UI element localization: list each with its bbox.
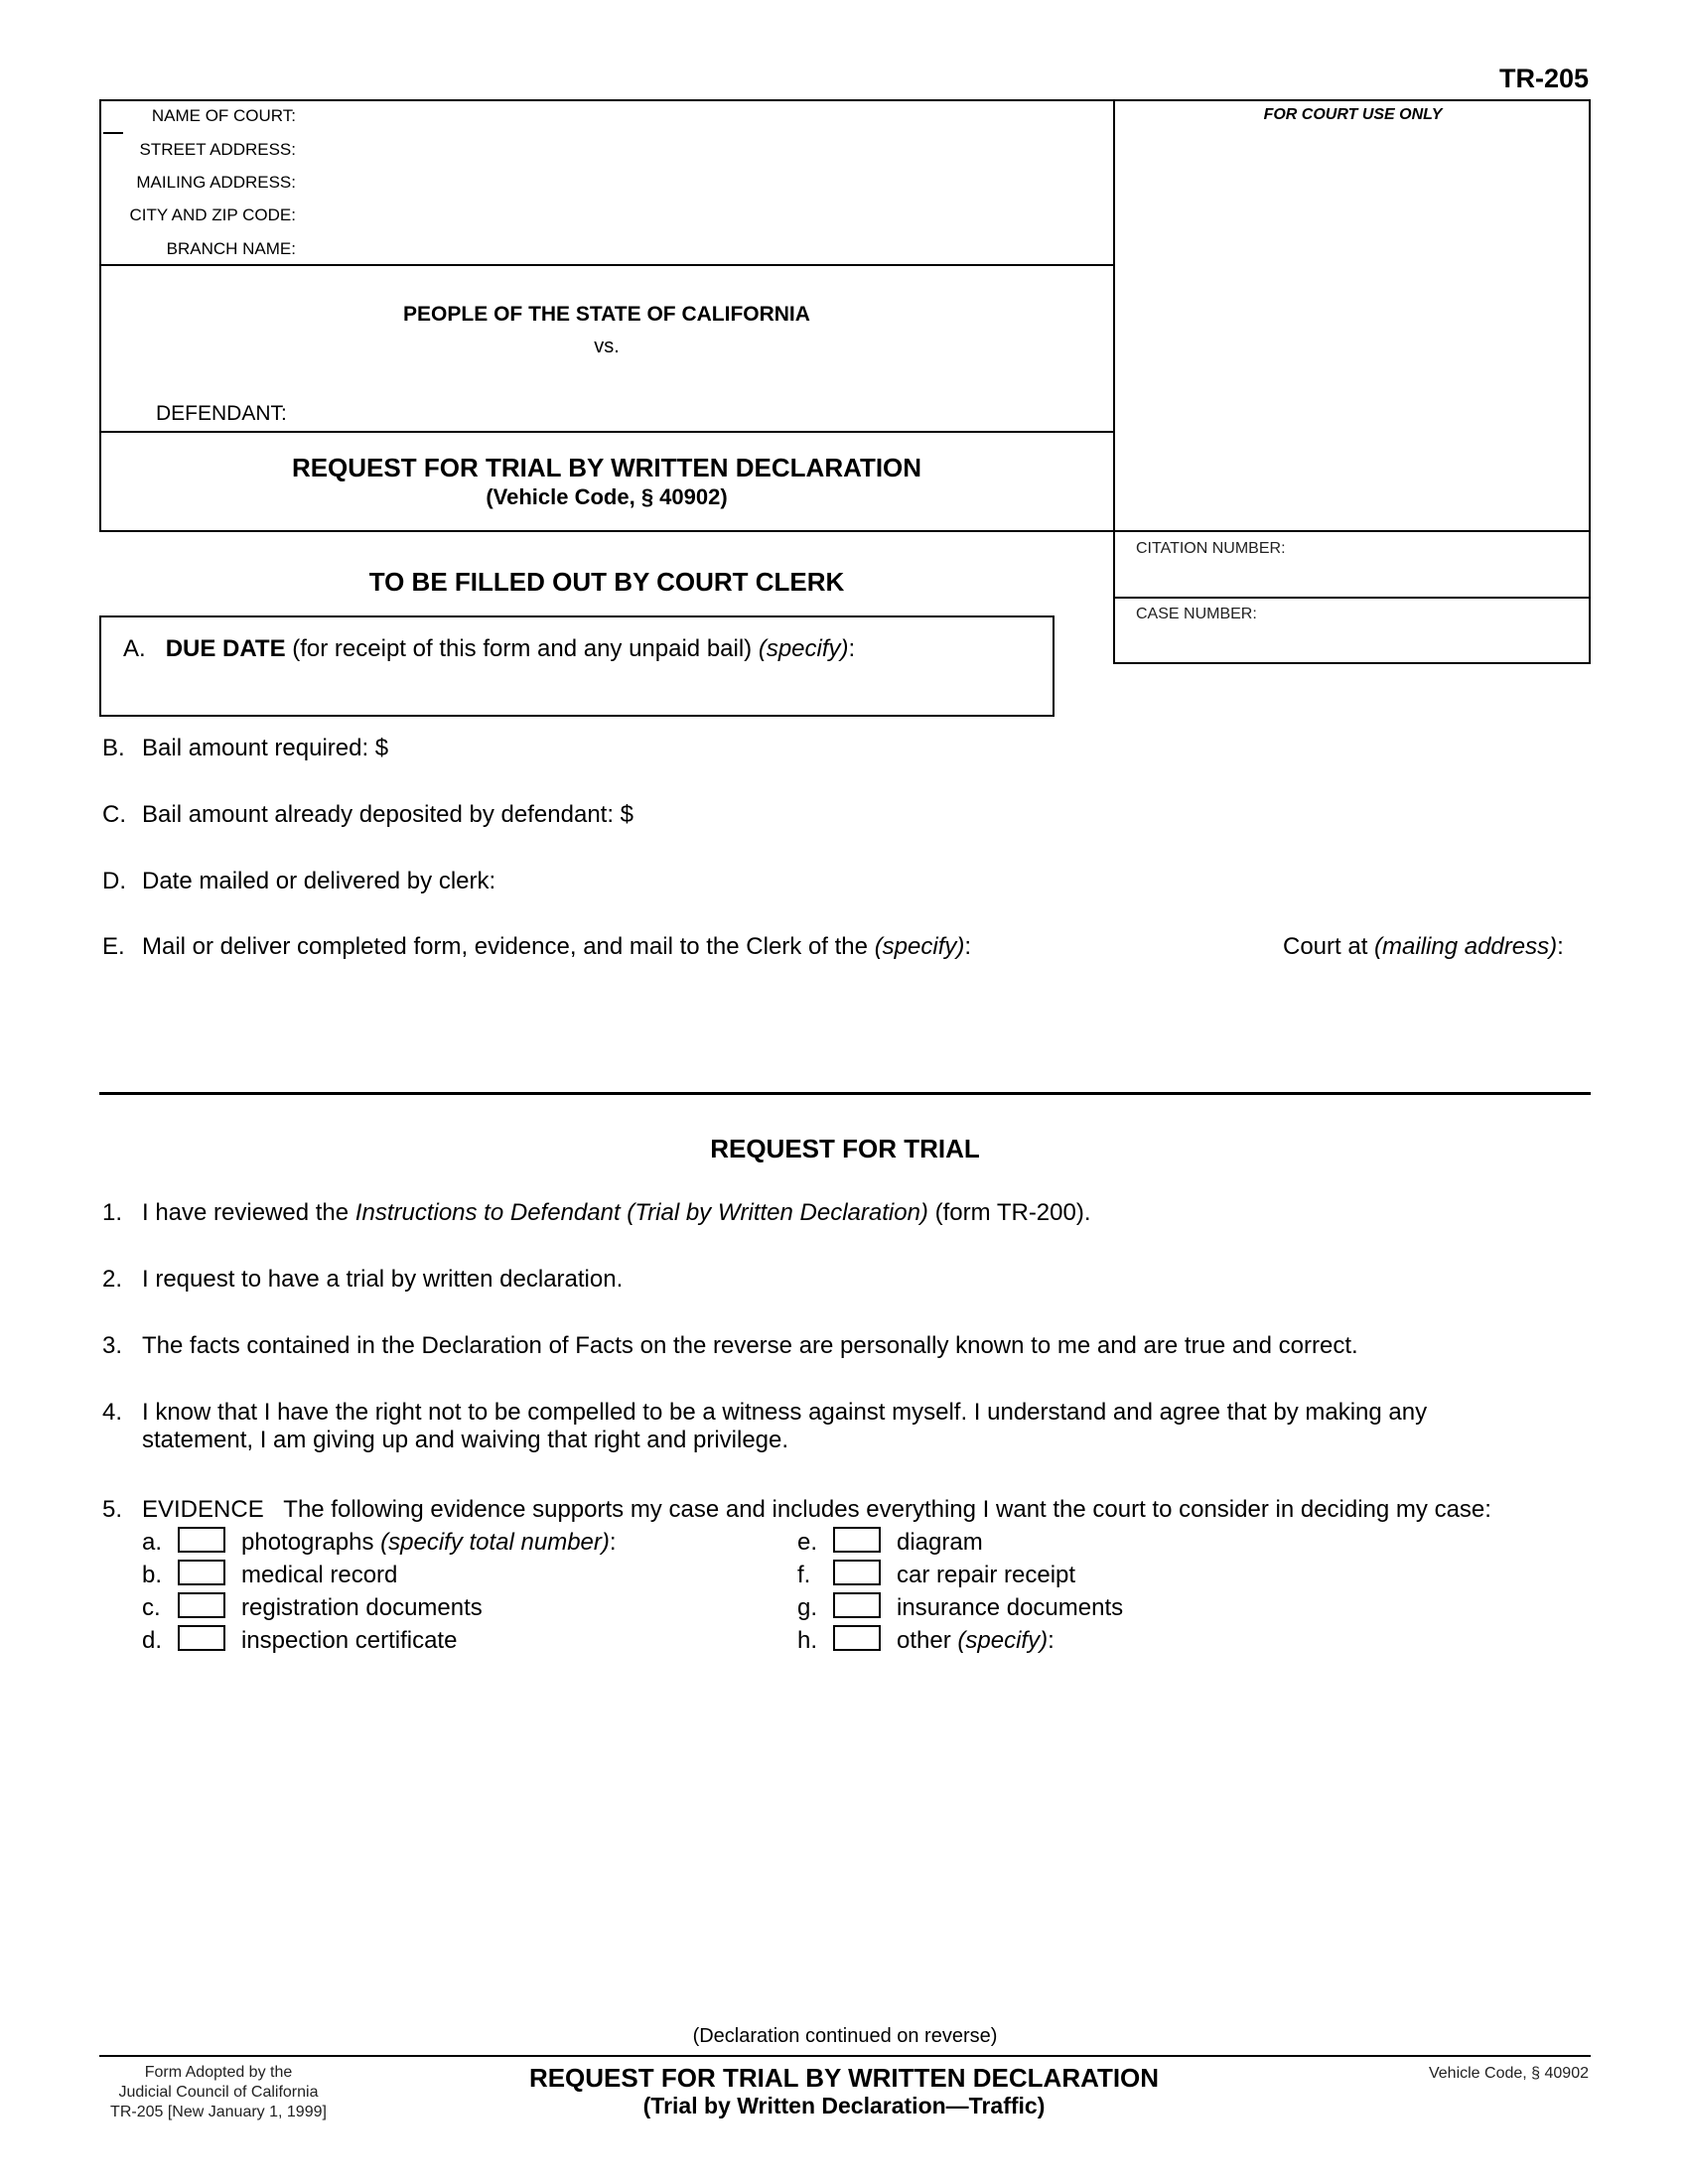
evidence-a-text: photographs	[241, 1529, 374, 1556]
evidence-b-text: medical record	[241, 1562, 398, 1588]
court-at-text: Court at	[1283, 933, 1368, 960]
evidence-g-text: insurance documents	[897, 1594, 1124, 1621]
adopted-line-1: Form Adopted by the	[144, 2064, 293, 2081]
label-branch-name: BRANCH NAME:	[166, 239, 296, 258]
item-d-letter: D.	[102, 868, 126, 894]
evidence-a-checkbox[interactable]	[178, 1527, 225, 1553]
evidence-c-checkbox[interactable]	[178, 1592, 225, 1618]
defendant-field[interactable]	[300, 397, 1104, 427]
item-2-number: 2.	[102, 1266, 123, 1293]
clerk-address-field[interactable]	[142, 968, 1582, 1037]
form-title: REQUEST FOR TRIAL BY WRITTEN DECLARATION	[291, 453, 922, 482]
item-1-pre: I have reviewed the	[142, 1199, 350, 1226]
item-3-text: The facts contained in the Declaration of Facts on the reverse are personally known to me and are true and correct.	[142, 1332, 1358, 1359]
evidence-e-letter: e.	[797, 1529, 818, 1556]
evidence-d-text: inspection certificate	[241, 1627, 458, 1654]
mail-deliver-colon: :	[964, 933, 972, 960]
date-mailed-field[interactable]	[516, 864, 1152, 895]
footer-code: Vehicle Code, § 40902	[1428, 2065, 1589, 2082]
item-b-letter: B.	[102, 735, 125, 761]
clerk-heading: TO BE FILLED OUT BY COURT CLERK	[368, 567, 845, 597]
court-info-divider	[99, 264, 1114, 266]
item-5-line	[142, 1496, 1491, 1524]
item-1-number: 1.	[102, 1199, 123, 1226]
mail-deliver-specify: (specify)	[874, 933, 965, 960]
evidence-a-label	[241, 1529, 617, 1557]
street-address-field[interactable]	[300, 136, 1104, 164]
label-name-of-court: NAME OF COURT:	[151, 106, 296, 125]
defendant-divider	[99, 431, 1114, 433]
item-1-line	[142, 1199, 1091, 1227]
adopted-line-3: TR-205 [New January 1, 1999]	[110, 2104, 327, 2120]
mailing-address-italic: (mailing address)	[1374, 933, 1558, 960]
evidence-c-text: registration documents	[241, 1594, 483, 1621]
adopted-line-2: Judicial Council of California	[118, 2084, 319, 2101]
footer-subtitle: (Trial by Written Declaration—Traffic)	[642, 2093, 1046, 2118]
evidence-a-suffix: :	[609, 1529, 617, 1556]
bail-deposited-text: Bail amount already deposited by defendant: $	[142, 801, 634, 828]
form-number: TR-205	[1498, 64, 1589, 93]
case-number-field[interactable]	[1118, 625, 1585, 659]
due-date-specify: (specify)	[758, 635, 849, 662]
evidence-h-italic: (specify)	[957, 1627, 1049, 1654]
citation-number-label: CITATION NUMBER:	[1136, 540, 1286, 557]
section-divider	[99, 1092, 1591, 1095]
item-a-letter: A.	[123, 635, 146, 662]
evidence-b-letter: b.	[142, 1562, 163, 1588]
defendant-label: DEFENDANT:	[156, 402, 287, 425]
evidence-h-suffix: :	[1048, 1627, 1055, 1654]
photographs-count-field[interactable]	[635, 1525, 784, 1555]
case-number-label: CASE NUMBER:	[1136, 606, 1257, 622]
evidence-d-letter: d.	[142, 1627, 163, 1654]
evidence-label: EVIDENCE	[142, 1496, 264, 1523]
evidence-h-text: other	[897, 1627, 951, 1654]
for-court-use-label: FOR COURT USE ONLY	[1263, 106, 1443, 123]
item-1-post: (form TR-200).	[934, 1199, 1091, 1226]
bail-deposited-field[interactable]	[675, 797, 1311, 829]
item-4-line-2: statement, I am giving up and waiving that right and privilege.	[142, 1427, 789, 1453]
label-city-zip: CITY AND ZIP CODE:	[129, 205, 296, 224]
corner-mark	[103, 132, 123, 134]
due-date-line	[123, 635, 855, 663]
item-4-line-1: I know that I have the right not to be compelled to be a witness against myself. I understand and agree that by making any	[142, 1399, 1428, 1426]
footer-divider	[99, 2055, 1591, 2057]
item-4-number: 4.	[102, 1399, 123, 1426]
mail-deliver-text: Mail or deliver completed form, evidence, and mail to the Clerk of the	[142, 933, 869, 960]
other-evidence-field[interactable]	[1072, 1623, 1579, 1653]
item-2-text: I request to have a trial by written declaration.	[142, 1266, 624, 1293]
branch-name-field[interactable]	[300, 235, 1104, 263]
bail-required-text: Bail amount required: $	[142, 735, 389, 761]
evidence-f-checkbox[interactable]	[833, 1560, 881, 1585]
form-subtitle: (Vehicle Code, § 40902)	[486, 484, 728, 509]
label-street-address: STREET ADDRESS:	[139, 140, 296, 159]
item-e-letter: E.	[102, 933, 125, 960]
item-3-number: 3.	[102, 1332, 123, 1359]
evidence-a-italic: (specify total number)	[380, 1529, 610, 1556]
court-at-line	[1283, 933, 1564, 961]
mailing-address-field[interactable]	[300, 169, 1104, 197]
city-zip-field[interactable]	[300, 202, 1104, 229]
evidence-h-checkbox[interactable]	[833, 1625, 881, 1651]
due-date-label: DUE DATE	[165, 635, 286, 662]
form-adopted-block	[99, 2063, 338, 2122]
evidence-e-checkbox[interactable]	[833, 1527, 881, 1553]
evidence-b-checkbox[interactable]	[178, 1560, 225, 1585]
evidence-g-letter: g.	[797, 1594, 818, 1621]
label-mailing-address: MAILING ADDRESS:	[136, 173, 296, 192]
footer-title: REQUEST FOR TRIAL BY WRITTEN DECLARATION	[528, 2063, 1160, 2093]
plaintiff-name: PEOPLE OF THE STATE OF CALIFORNIA	[403, 303, 810, 326]
due-date-text: (for receipt of this form and any unpaid bail)	[292, 635, 753, 662]
vs-text: vs.	[594, 336, 620, 357]
evidence-text: The following evidence supports my case and includes everything I want the court to consider in deciding my case:	[283, 1496, 1491, 1523]
evidence-f-letter: f.	[797, 1562, 811, 1588]
bail-required-field[interactable]	[417, 731, 1053, 762]
evidence-c-letter: c.	[142, 1594, 161, 1621]
item-1-italic: Instructions to Defendant (Trial by Written Declaration)	[354, 1199, 928, 1226]
court-at-colon: :	[1557, 933, 1564, 960]
item-5-number: 5.	[102, 1496, 123, 1523]
due-date-field[interactable]	[109, 667, 1043, 709]
item-c-letter: C.	[102, 801, 126, 828]
evidence-f-text: car repair receipt	[897, 1562, 1076, 1588]
request-heading: REQUEST FOR TRIAL	[710, 1134, 980, 1163]
evidence-h-letter: h.	[797, 1627, 818, 1654]
evidence-g-checkbox[interactable]	[833, 1592, 881, 1618]
evidence-h-label	[897, 1627, 1055, 1655]
date-mailed-text: Date mailed or delivered by clerk:	[142, 868, 496, 894]
evidence-d-checkbox[interactable]	[178, 1625, 225, 1651]
evidence-a-letter: a.	[142, 1529, 163, 1556]
continued-note: (Declaration continued on reverse)	[692, 2025, 998, 2047]
citation-divider	[1113, 597, 1591, 599]
evidence-e-text: diagram	[897, 1529, 983, 1556]
citation-number-field[interactable]	[1118, 560, 1585, 592]
name-of-court-field[interactable]	[300, 102, 1104, 130]
due-date-colon: :	[848, 635, 856, 662]
mail-deliver-line	[142, 933, 971, 961]
